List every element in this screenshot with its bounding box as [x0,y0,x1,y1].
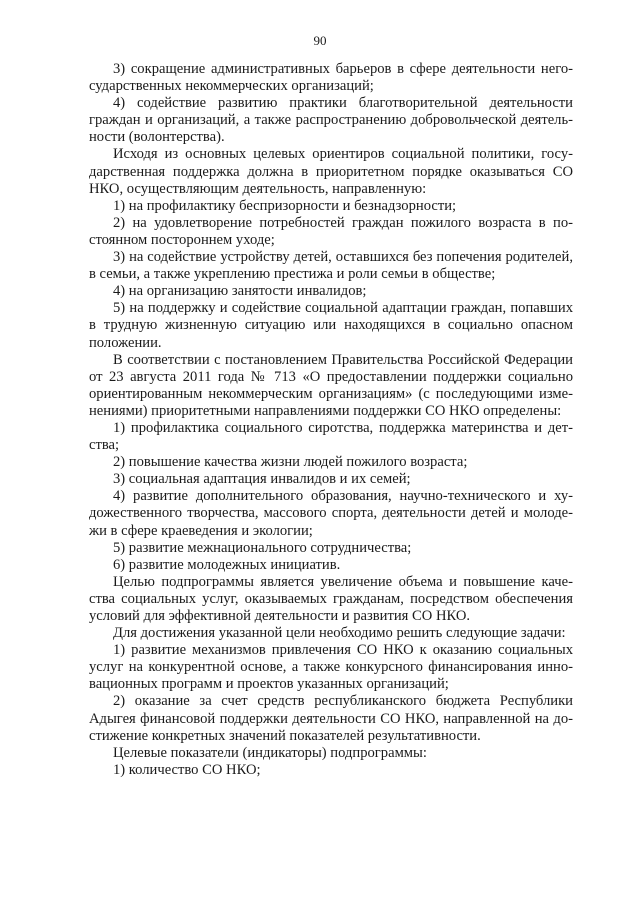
paragraph: 4) содействие развитию практики благотворительной деятельности граждан и организаций, а также распространению добровольческой деятельности (волонтерства). [89,95,573,146]
document-body [89,61,573,779]
paragraph: 1) количество СО НКО; [113,761,261,778]
paragraph: Для достижения указанной цели необходимо решить следующие задачи: [113,625,566,642]
paragraph: 3) сокращение административных барьеров в сфере деятельности негосударственных некоммерческих организаций; [89,61,573,95]
paragraph: В соответствии с постановлением Правительства Российской Федерации от 23 августа 2011 года № 713 «О предоставлении поддержки социально ориентированным некоммерческим организациям» (с последующими изменениями) приоритетными направлениями поддержки СО НКО определены: [89,351,573,419]
paragraph: Целью подпрограммы является увеличение объема и повышение качества социальных услуг, оказываемых гражданам, посредством обеспечения условий для эффективной деятельности и развития СО НКО. [89,573,573,624]
paragraph: 1) развитие механизмов привлечения СО НКО к оказанию социальных услуг на конкурентной основе, а также конкурсного финансирования инновационных программ и проектов указанных организаций; [89,642,573,693]
page-number: 90 [313,33,327,48]
paragraph: 5) развитие межнационального сотрудничества; [113,539,412,556]
paragraph: 4) на организацию занятости инвалидов; [113,283,367,300]
paragraph: 6) развитие молодежных инициатив. [113,556,341,573]
paragraph: 1) на профилактику беспризорности и безнадзорности; [113,197,457,214]
paragraph: 1) профилактика социального сиротства, поддержка материнства и детства; [89,419,573,454]
paragraph: 5) на поддержку и содействие социальной адаптации граждан, попавших в трудную жизненную ситуацию или находящихся в социально опасном положении. [89,300,573,351]
paragraph: Целевые показатели (индикаторы) подпрограммы: [113,744,427,761]
paragraph: 4) развитие дополнительного образования, научно-технического и художественного творчества, массового спорта, деятельности детей и молодежи в сфере краеведения и экологии; [89,488,573,539]
paragraph: 3) социальная адаптация инвалидов и их семей; [113,471,411,488]
paragraph: 2) повышение качества жизни людей пожилого возраста; [113,454,468,471]
paragraph: 2) на удовлетворение потребностей граждан пожилого возраста в постоянном постороннем уходе; [89,214,573,248]
paragraph: 2) оказание за счет средств республиканского бюджета Республики Адыгея финансовой поддержки деятельности СО НКО, направленной на достижение конкретных значений показателей результативности. [89,693,573,744]
paragraph: 3) на содействие устройству детей, оставшихся без попечения родителей, в семьи, а также укреплению престижа и роли семьи в обществе; [89,249,573,283]
paragraph: Исходя из основных целевых ориентиров социальной политики, государственная поддержка должна в приоритетном порядке оказываться СО НКО, осуществляющим деятельность, направленную: [89,146,573,197]
